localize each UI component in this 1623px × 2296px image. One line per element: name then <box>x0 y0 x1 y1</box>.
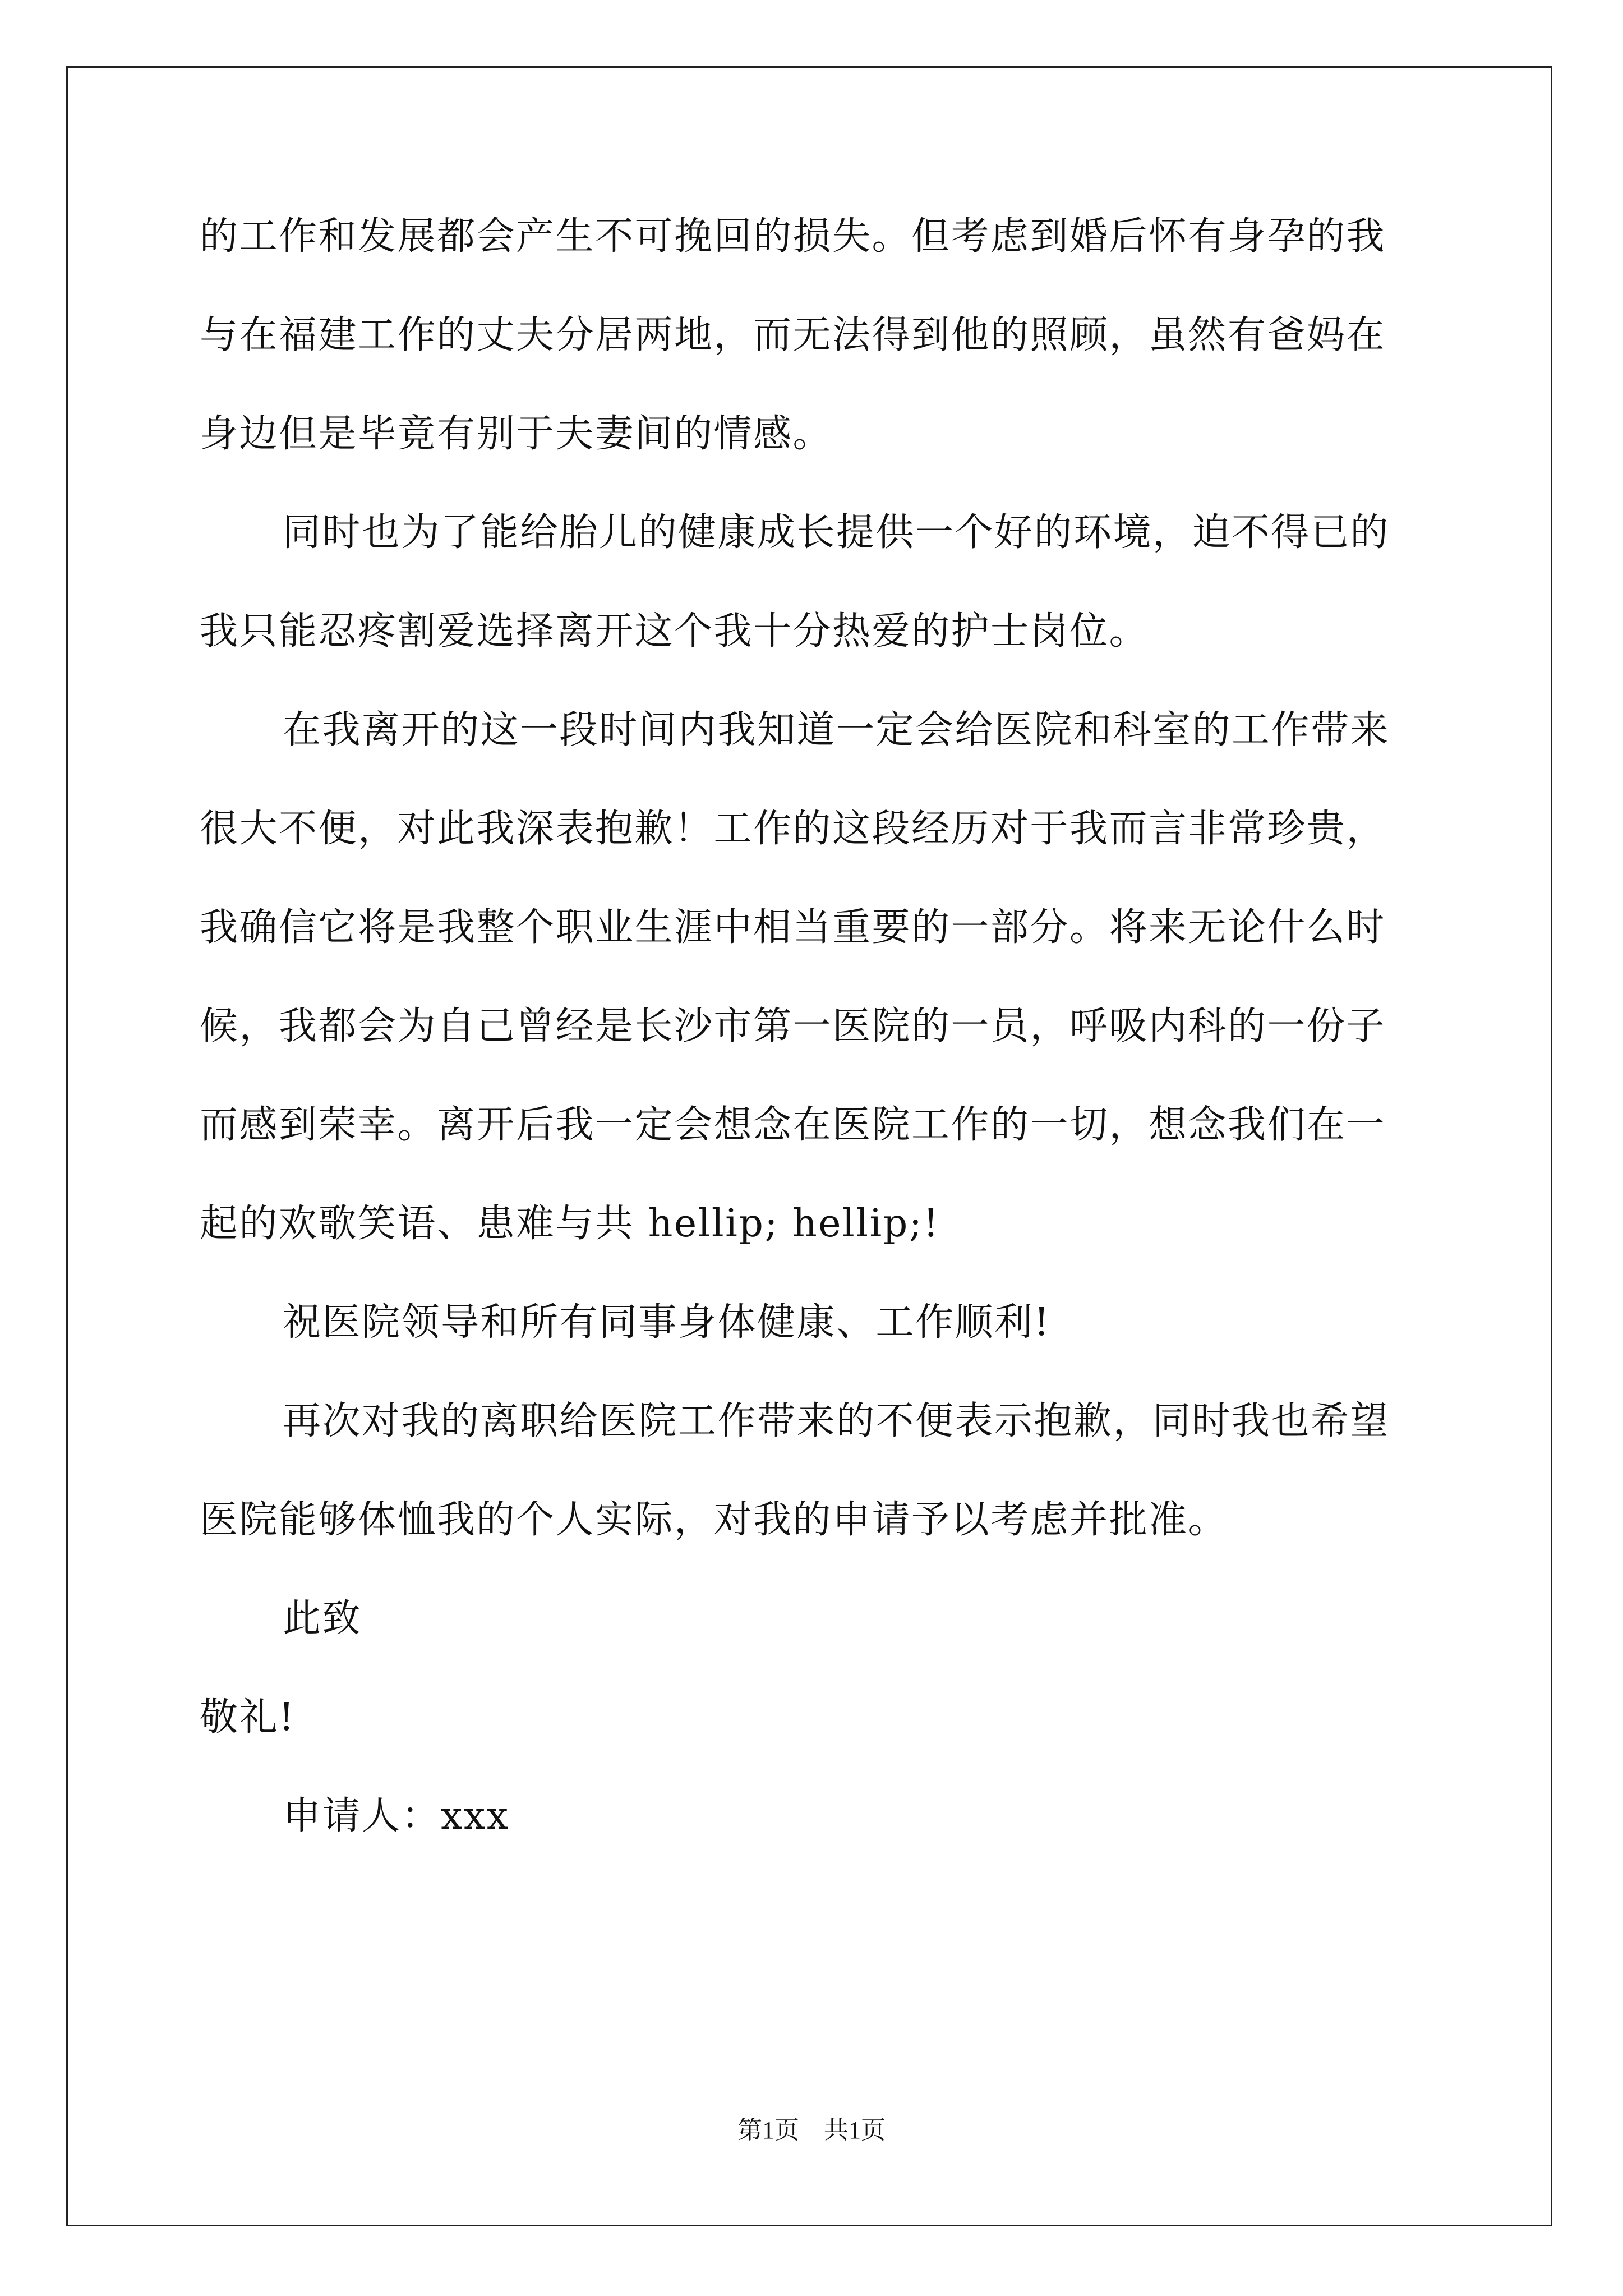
paragraph-line: 与在福建工作的丈夫分居两地，而无法得到他的照顾，虽然有爸妈在 <box>200 313 1386 357</box>
paragraph-line: 起的欢歌笑语、患难与共 hellip; hellip;! <box>200 1202 940 1246</box>
paragraph-line: 我只能忍疼割爱选择离开这个我十分热爱的护士岗位。 <box>200 609 1149 654</box>
closing-salutation: 此致 <box>283 1596 362 1641</box>
page-indicator: 第1页 共1页 <box>737 2116 886 2144</box>
paragraph-line: 再次对我的离职给医院工作带来的不便表示抱歉，同时我也希望 <box>283 1399 1390 1443</box>
applicant-signature-line: 申请人：xxx <box>283 1794 510 1838</box>
closing-regards: 敬礼! <box>200 1695 296 1740</box>
paragraph-line: 祝医院领导和所有同事身体健康、工作顺利! <box>283 1300 1051 1345</box>
paragraph-line: 的工作和发展都会产生不可挽回的损失。但考虑到婚后怀有身孕的我 <box>200 214 1386 259</box>
paragraph-line: 同时也为了能给胎儿的健康成长提供一个好的环境，迫不得已的 <box>283 510 1390 555</box>
paragraph-line: 身边但是毕竟有别于夫妻间的情感。 <box>200 412 833 456</box>
paragraph-line: 在我离开的这一段时间内我知道一定会给医院和科室的工作带来 <box>283 708 1390 752</box>
paragraph-line: 我确信它将是我整个职业生涯中相当重要的一部分。将来无论什么时 <box>200 905 1386 950</box>
paragraph-line: 而感到荣幸。离开后我一定会想念在医院工作的一切，想念我们在一 <box>200 1103 1386 1147</box>
paragraph-line: 医院能够体恤我的个人实际，对我的申请予以考虑并批准。 <box>200 1498 1228 1542</box>
paragraph-line: 很大不便，对此我深表抱歉！工作的这段经历对于我而言非常珍贵， <box>200 807 1386 851</box>
paragraph-line: 候，我都会为自己曾经是长沙市第一医院的一员，呼吸内科的一份子 <box>200 1004 1386 1048</box>
